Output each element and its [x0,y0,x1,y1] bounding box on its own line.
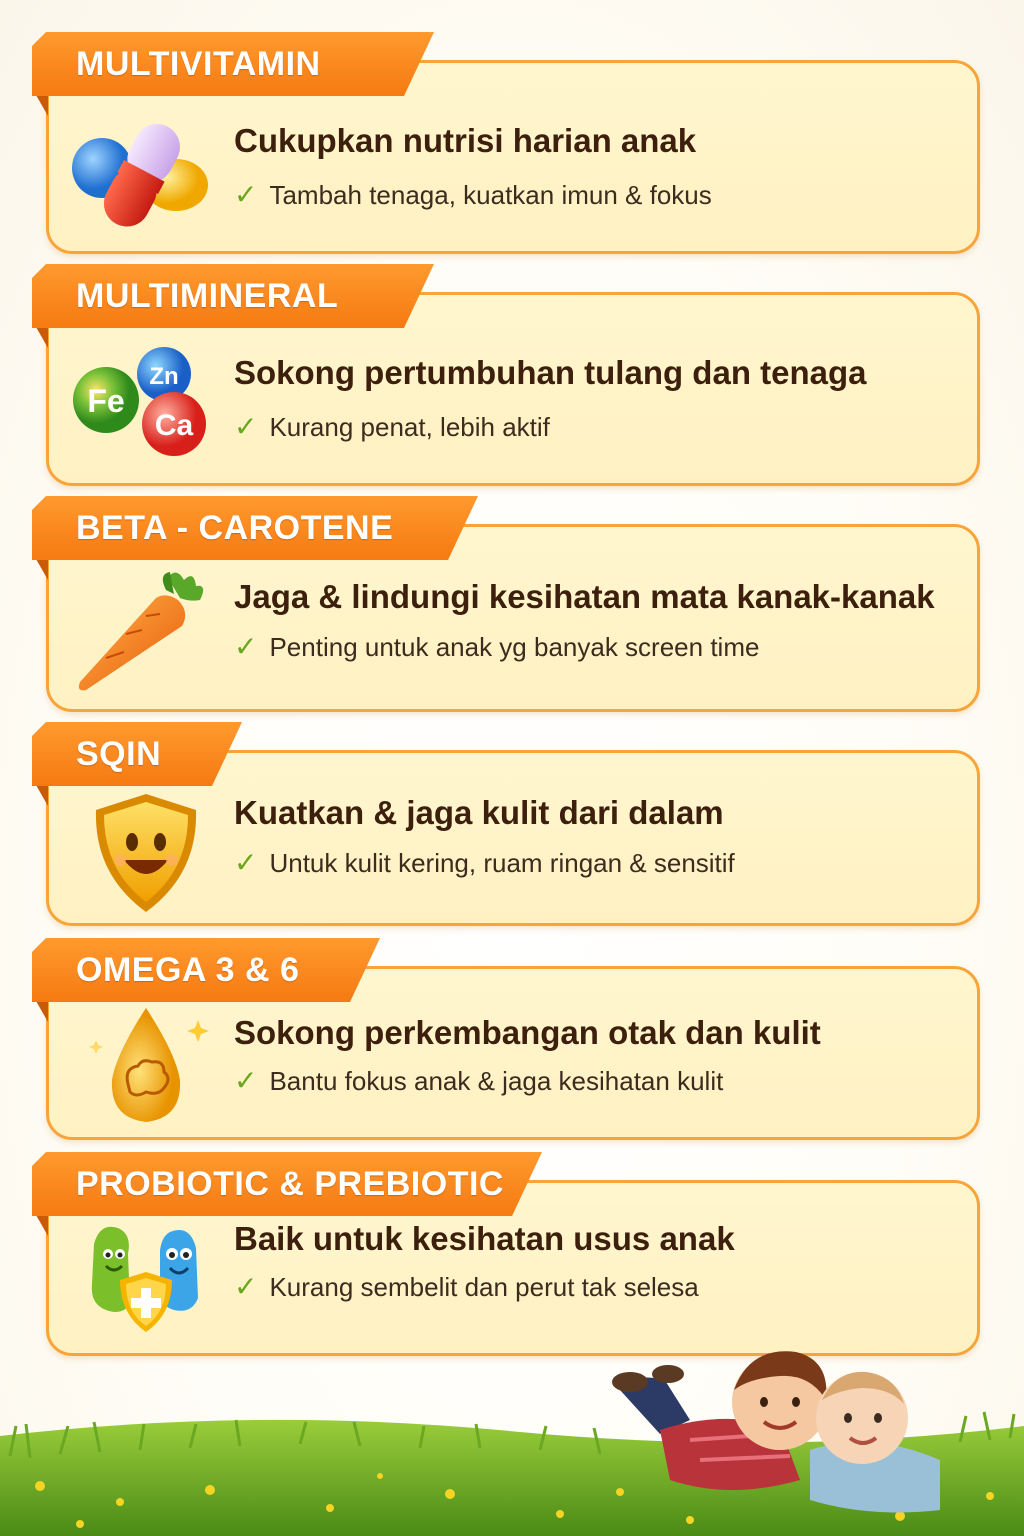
tab-label: MULTIMINERAL [76,277,339,315]
card-subtext [234,846,735,879]
card-headline: Cukupkan nutrisi harian anak [234,122,697,159]
tab-label: OMEGA 3 & 6 [76,951,300,989]
checkmark-icon: ✓ [234,179,258,210]
card-probiotic [32,1152,984,1356]
fe-label: Fe [87,383,125,419]
checkmark-icon: ✓ [234,1271,258,1302]
smiling-shield-icon [66,790,216,920]
checkmark-icon: ✓ [234,847,258,878]
minerals-icon [66,344,216,474]
card-subtext-label: Untuk kulit kering, ruam ringan & sensitif [269,848,735,878]
card-omega [32,938,984,1140]
card-subtext-label: Kurang penat, lebih aktif [269,412,550,442]
tab-label: BETA - CAROTENE [76,509,394,547]
zn-label: Zn [149,363,179,390]
capsule-pills-icon [66,112,216,242]
card-subtext [234,178,712,211]
tab-label: SQIN [76,735,162,773]
checkmark-icon: ✓ [234,411,258,442]
probiotic-characters-icon [66,1214,216,1344]
children-on-grass-illustration [600,1330,960,1520]
card-subtext-label: Tambah tenaga, kuatkan imun & fokus [269,180,712,210]
card-subtext [234,1270,699,1303]
card-sqin [32,722,984,926]
checkmark-icon: ✓ [234,631,258,662]
card-subtext [234,1064,723,1097]
card-subtext [234,410,550,443]
card-subtext-label: Penting untuk anak yg banyak screen time [269,632,760,662]
oil-drop-brain-icon [66,1004,216,1134]
card-headline: Sokong pertumbuhan tulang dan tenaga [234,354,867,391]
tab-label: MULTIVITAMIN [76,45,321,83]
card-headline: Jaga & lindungi kesihatan mata kanak-kanak [234,578,935,615]
card-multivitamin [32,32,984,254]
ca-label: Ca [154,409,194,442]
card-multimineral [32,264,984,486]
card-headline: Baik untuk kesihatan usus anak [234,1220,735,1257]
card-subtext-label: Bantu fokus anak & jaga kesihatan kulit [269,1066,724,1096]
card-beta-carotene [32,496,984,712]
card-subtext-label: Kurang sembelit dan perut tak selesa [269,1272,699,1302]
tab-label: PROBIOTIC & PREBIOTIC [76,1165,504,1203]
checkmark-icon: ✓ [234,1065,258,1096]
card-subtext [234,630,759,663]
card-headline: Sokong perkembangan otak dan kulit [234,1014,821,1051]
card-headline: Kuatkan & jaga kulit dari dalam [234,794,724,831]
carrot-icon [66,568,216,698]
